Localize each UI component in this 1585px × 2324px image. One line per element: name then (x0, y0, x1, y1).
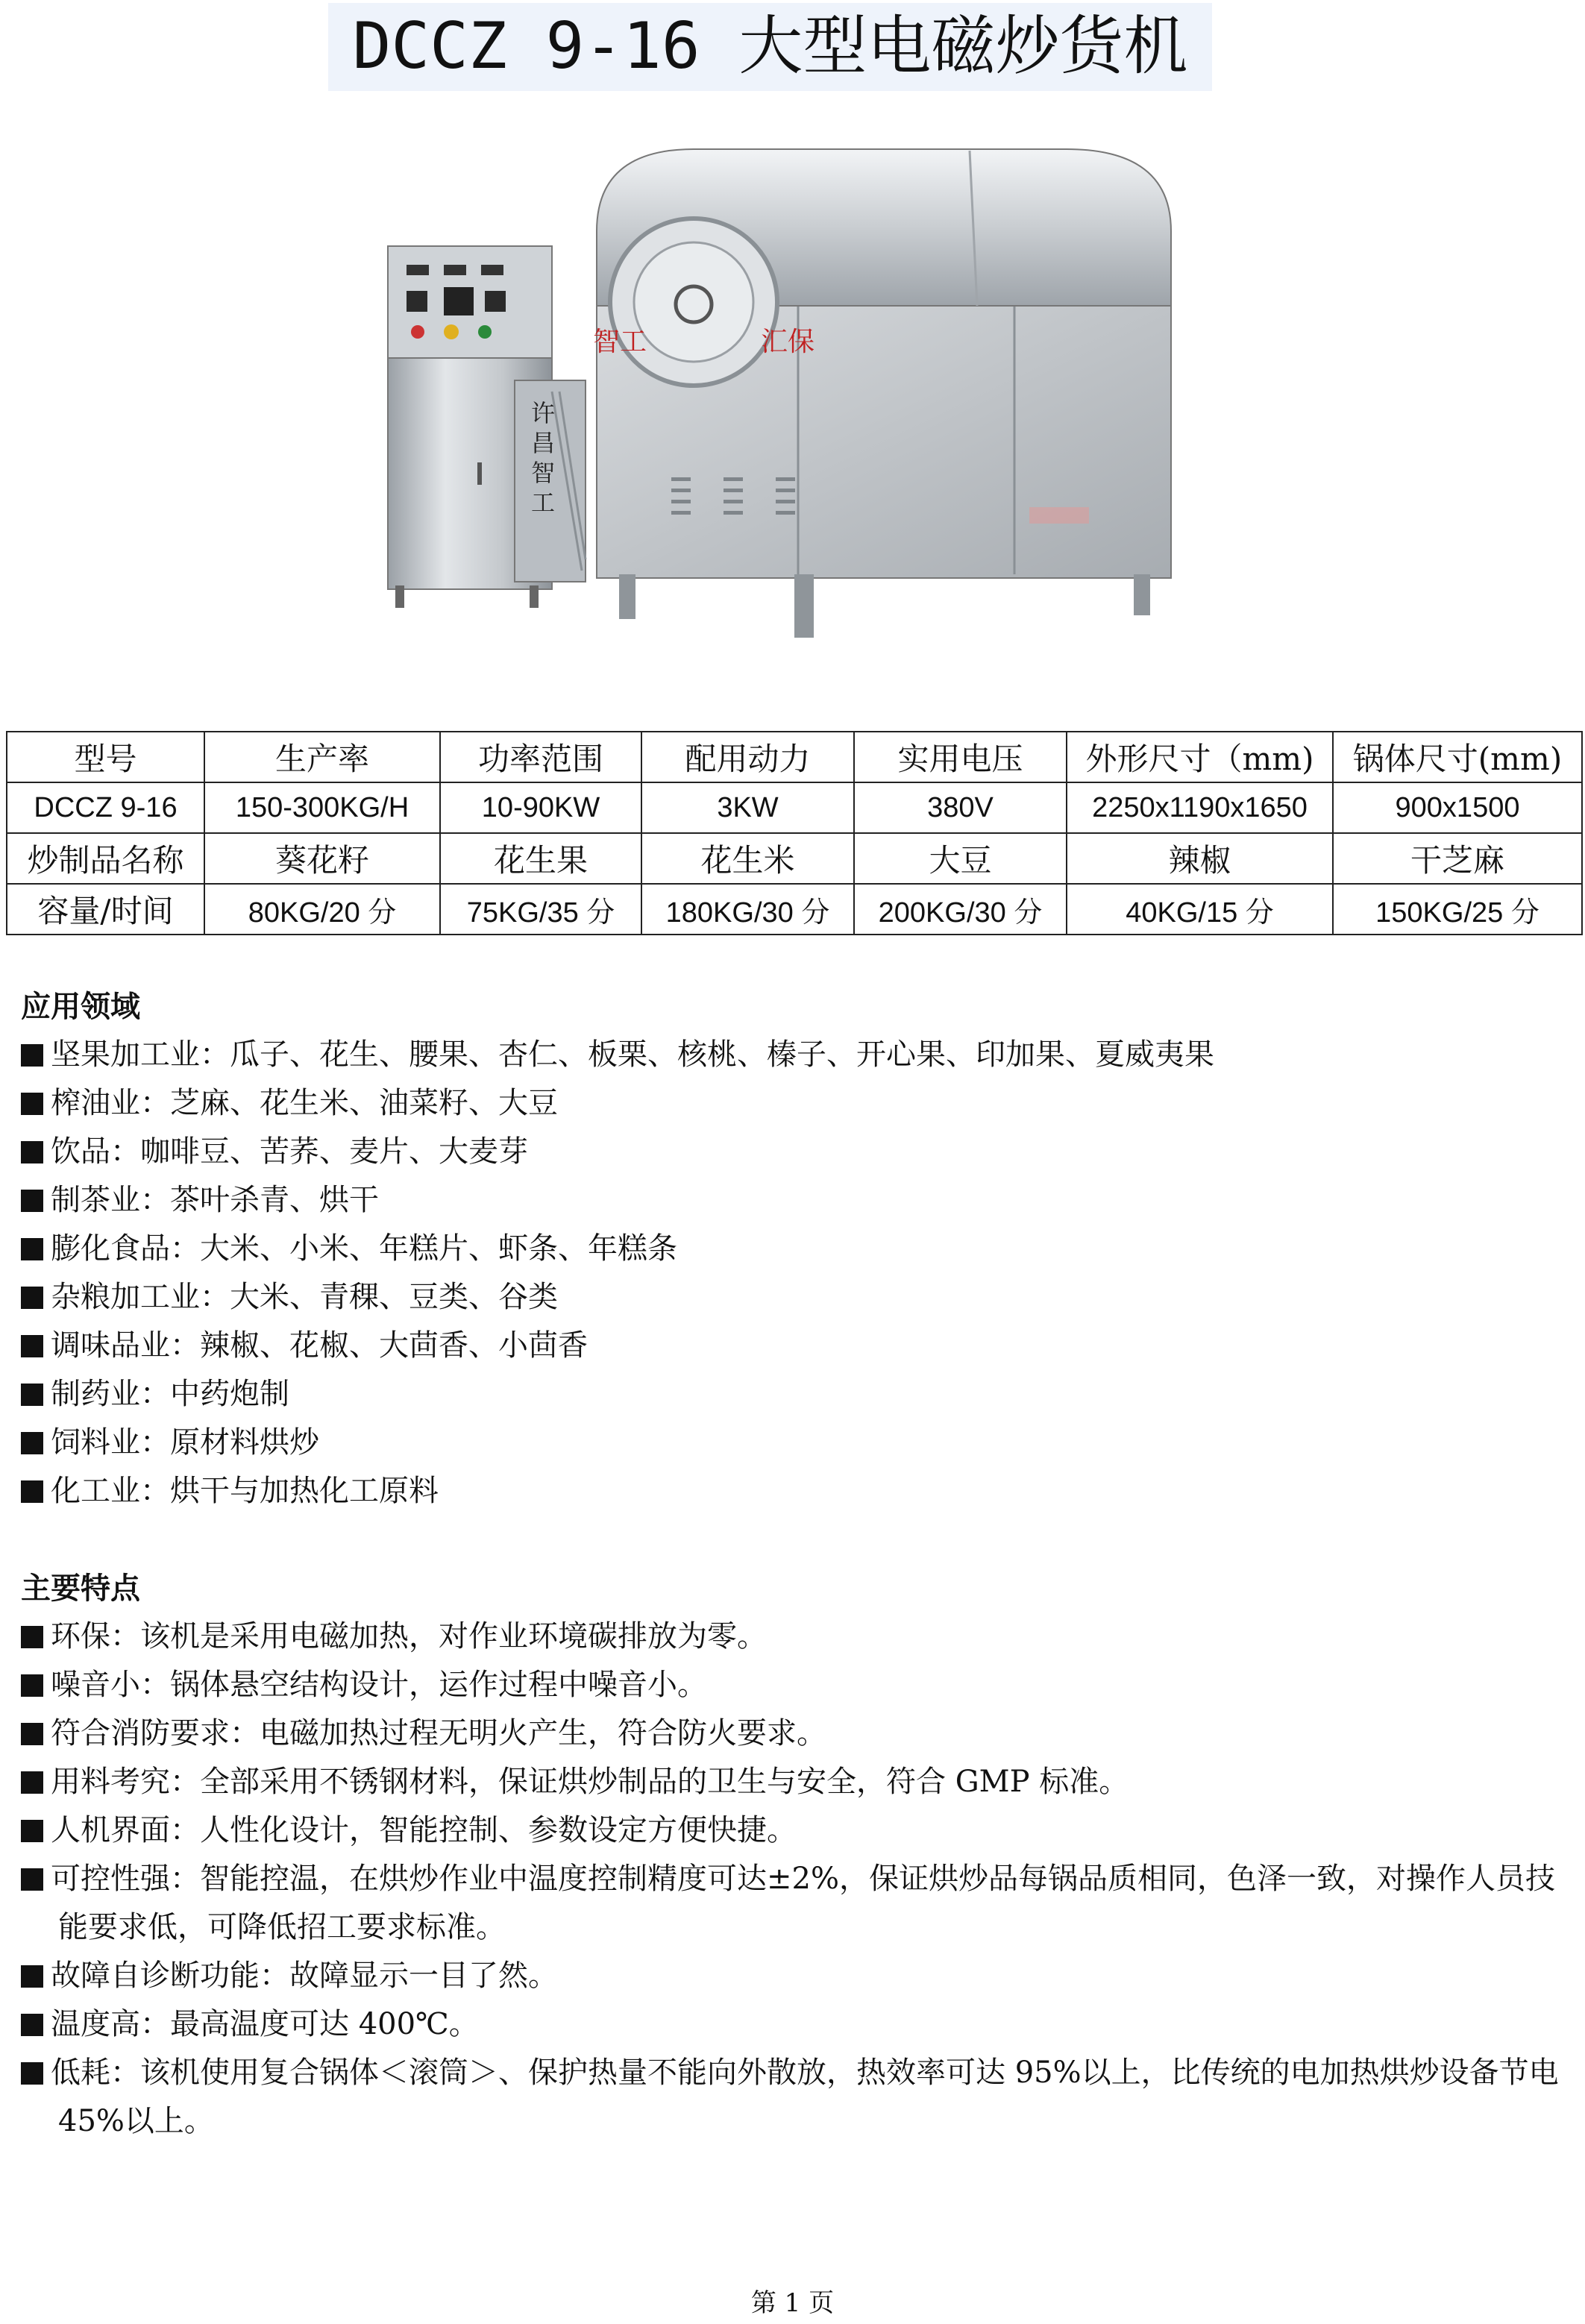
list-item: 化工业：烘干与加热化工原料 (21, 1467, 1572, 1516)
table-row (7, 833, 1582, 884)
table-cell: 型号 (7, 732, 204, 782)
table-cell: 葵花籽 (204, 833, 440, 884)
square-bullet-icon (21, 1384, 43, 1406)
svg-text:汇保: 汇保 (761, 327, 815, 357)
list-item: 制药业：中药炮制 (21, 1370, 1572, 1419)
table-cell: 干芝麻 (1333, 833, 1582, 884)
title-banner (328, 3, 1212, 91)
list-item: 膨化食品：大米、小米、年糕片、虾条、年糕条 (21, 1225, 1572, 1273)
table-cell: 3KW (641, 782, 854, 833)
square-bullet-icon (21, 1141, 43, 1163)
square-bullet-icon (21, 1723, 43, 1745)
table-cell: 辣椒 (1067, 833, 1333, 884)
page-number: 第 1 页 (750, 2288, 835, 2318)
list-item: 噪音小：锅体悬空结构设计，运作过程中噪音小。 (21, 1661, 1572, 1709)
table-cell: 380V (854, 782, 1067, 833)
list-item: 温度高：最高温度可达 400℃。 (21, 2000, 1572, 2049)
list-item: 环保：该机是采用电磁加热，对作业环境碳排放为零。 (21, 1612, 1572, 1661)
table-row (7, 732, 1582, 782)
table-row (7, 884, 1582, 935)
square-bullet-icon (21, 1674, 43, 1697)
list-item: 制茶业：茶叶杀青、烘干 (21, 1176, 1572, 1225)
svg-text:昌: 昌 (531, 429, 556, 457)
square-bullet-icon (21, 2062, 43, 2085)
table-cell: 大豆 (854, 833, 1067, 884)
square-bullet-icon (21, 1287, 43, 1309)
table-cell: 配用动力 (641, 732, 854, 782)
list-item: 杂粮加工业：大米、青稞、豆类、谷类 (21, 1273, 1572, 1322)
table-cell: 容量/时间 (7, 884, 204, 935)
table-cell: 功率范围 (440, 732, 641, 782)
table-cell: 锅体尺寸(mm) (1333, 732, 1582, 782)
list-item: 人机界面：人性化设计，智能控制、参数设定方便快捷。 (21, 1806, 1572, 1855)
page-title: DCCZ 9-16 大型电磁炒货机 (352, 9, 1188, 84)
list-item: 榨油业：芝麻、花生米、油菜籽、大豆 (21, 1079, 1572, 1128)
table-cell: 花生米 (641, 833, 854, 884)
table-row (7, 782, 1582, 833)
svg-text:智工: 智工 (593, 327, 647, 357)
list-item: 符合消防要求：电磁加热过程无明火产生，符合防火要求。 (21, 1709, 1572, 1758)
table-cell: 900x1500 (1333, 782, 1582, 833)
list-item: 调味品业：辣椒、花椒、大茴香、小茴香 (21, 1322, 1572, 1370)
list-item: 可控性强：智能控温，在烘炒作业中温度控制精度可达±2%，保证烘炒品每锅品质相同，色泽一致，对操作人员技能要求低，可降低招工要求标准。 (21, 1855, 1565, 1952)
square-bullet-icon (21, 1432, 43, 1454)
spec-table (6, 731, 1583, 935)
table-cell: 炒制品名称 (7, 833, 204, 884)
table-cell: 150-300KG/H (204, 782, 440, 833)
list-item: 饮品：咖啡豆、苦荞、麦片、大麦芽 (21, 1128, 1572, 1176)
square-bullet-icon (21, 1335, 43, 1357)
square-bullet-icon (21, 1093, 43, 1115)
list-item: 坚果加工业：瓜子、花生、腰果、杏仁、板栗、核桃、榛子、开心果、印加果、夏威夷果 (21, 1031, 1572, 1079)
square-bullet-icon (21, 1238, 43, 1260)
square-bullet-icon (21, 1190, 43, 1212)
table-cell: 40KG/15 分 (1067, 884, 1333, 935)
features-title: 主要特点 (21, 1571, 140, 1606)
features-section (21, 1565, 1572, 2146)
table-cell: 2250x1190x1650 (1067, 782, 1333, 833)
square-bullet-icon (21, 1480, 43, 1503)
square-bullet-icon (21, 1868, 43, 1891)
list-item: 故障自诊断功能：故障显示一目了然。 (21, 1952, 1572, 2000)
table-cell: 180KG/30 分 (641, 884, 854, 935)
square-bullet-icon (21, 1820, 43, 1842)
square-bullet-icon (21, 1771, 43, 1794)
square-bullet-icon (21, 2014, 43, 2036)
applications-title: 应用领域 (21, 990, 140, 1024)
roasting-machine-photo-icon (373, 134, 1193, 641)
table-cell: 10-90KW (440, 782, 641, 833)
list-item: 低耗：该机使用复合锅体＜滚筒＞、保护热量不能向外散放，热效率可达 95%以上，比传统的电加热烘炒设备节电 45%以上。 (21, 2049, 1565, 2146)
list-item: 用料考究：全部采用不锈钢材料，保证烘炒制品的卫生与安全，符合 GMP 标准。 (21, 1758, 1572, 1806)
table-cell: 花生果 (440, 833, 641, 884)
applications-section (21, 983, 1572, 1516)
svg-text:工: 工 (531, 489, 556, 517)
square-bullet-icon (21, 1626, 43, 1648)
table-cell: 75KG/35 分 (440, 884, 641, 935)
svg-text:许: 许 (531, 399, 556, 427)
table-cell: DCCZ 9-16 (7, 782, 204, 833)
table-cell: 200KG/30 分 (854, 884, 1067, 935)
table-cell: 外形尺寸（mm) (1067, 732, 1333, 782)
list-item: 饲料业：原材料烘炒 (21, 1419, 1572, 1467)
square-bullet-icon (21, 1965, 43, 1988)
table-cell: 80KG/20 分 (204, 884, 440, 935)
table-cell: 实用电压 (854, 732, 1067, 782)
svg-text:智: 智 (531, 459, 556, 487)
table-cell: 150KG/25 分 (1333, 884, 1582, 935)
table-cell: 生产率 (204, 732, 440, 782)
square-bullet-icon (21, 1044, 43, 1067)
